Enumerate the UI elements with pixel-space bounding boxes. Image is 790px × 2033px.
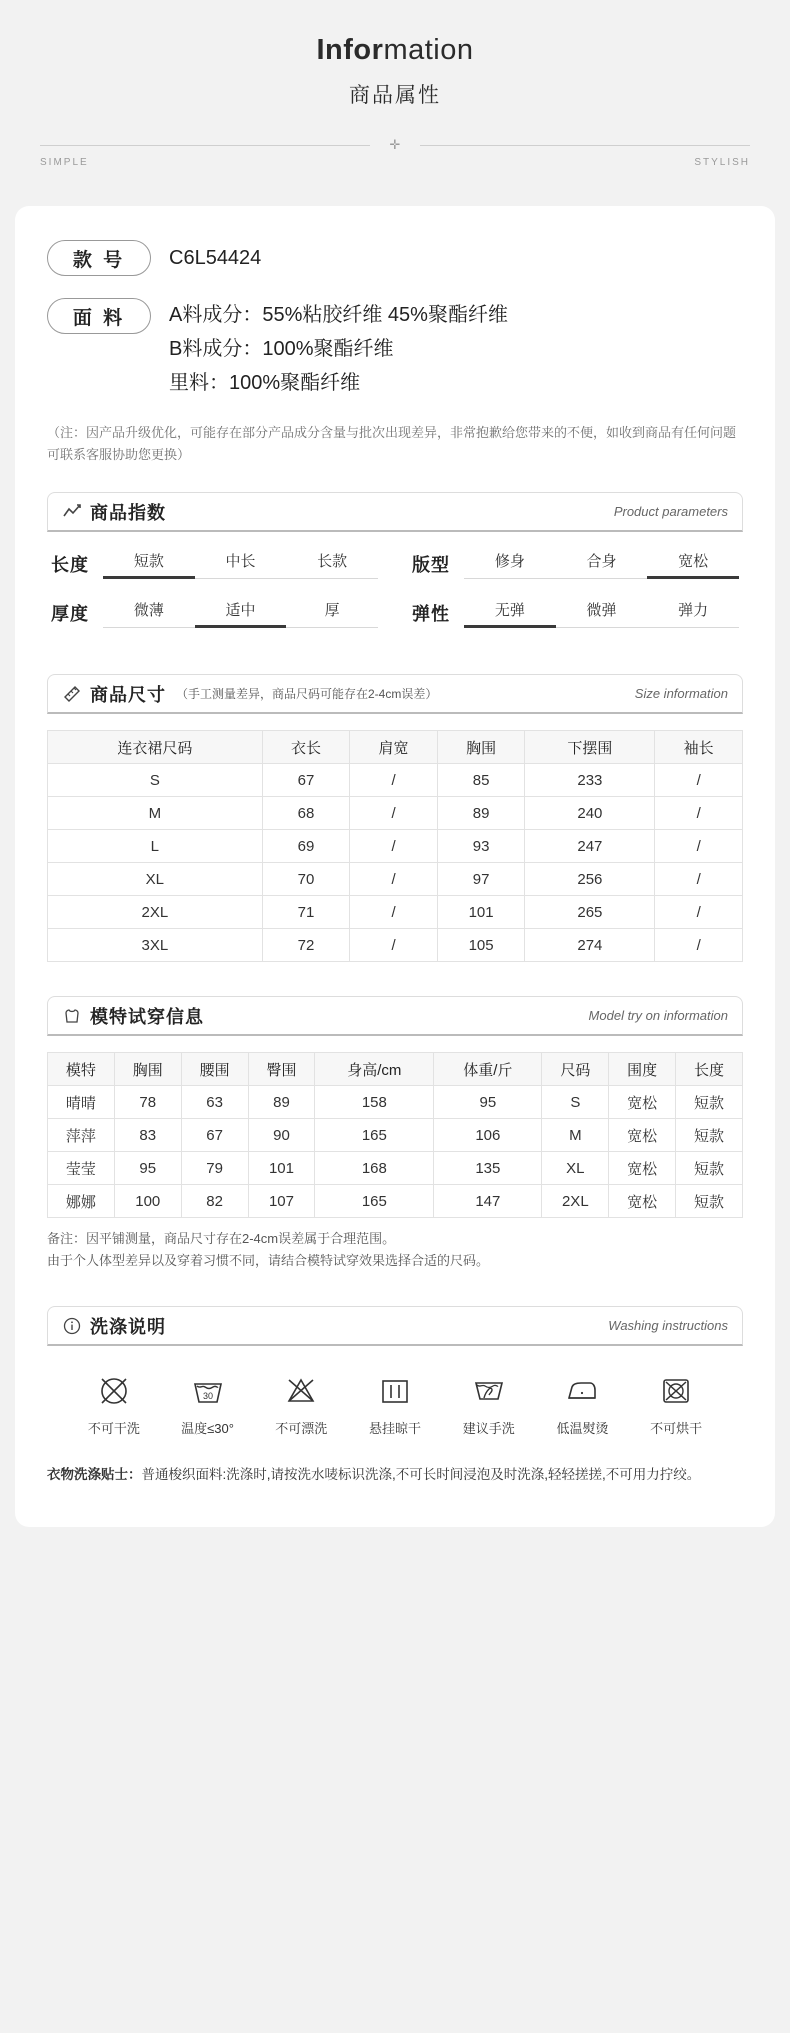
size-cell: / (655, 896, 743, 929)
model-cell: 晴晴 (48, 1086, 115, 1119)
size-cell: 2XL (48, 896, 263, 929)
wash-label: 不可漂洗 (275, 1421, 328, 1436)
model-cell: M (542, 1119, 609, 1152)
fabric-lines (169, 298, 508, 400)
fabric-label: 面 料 (47, 298, 151, 334)
wash-section-title: 洗涤说明 (90, 1316, 166, 1337)
table-row (48, 1119, 743, 1152)
no-dryclean-icon (67, 1372, 161, 1410)
model-th: 臀围 (248, 1053, 315, 1086)
chart-line-icon (62, 502, 82, 522)
tag-simple: SIMPLE (40, 157, 89, 168)
size-cell: 85 (437, 764, 525, 797)
model-cell: 79 (181, 1152, 248, 1185)
info-circle-icon (62, 1316, 82, 1336)
index-option[interactable]: 无弹 (464, 599, 556, 628)
index-option[interactable]: 微薄 (103, 599, 195, 628)
model-cell: 101 (248, 1152, 315, 1185)
size-cell: L (48, 830, 263, 863)
model-cell: 82 (181, 1185, 248, 1218)
hand-wash-icon (442, 1372, 536, 1410)
size-section-english: Size information (634, 686, 728, 701)
wash-item (348, 1372, 442, 1437)
model-cell: 165 (315, 1119, 434, 1152)
page-header (0, 0, 790, 168)
model-cell: 89 (248, 1086, 315, 1119)
no-tumble-dry-icon (629, 1372, 723, 1410)
hang-dry-icon (348, 1372, 442, 1410)
fabric-note: （注：因产品升级优化，可能存在部分产品成分含量与批次出现差异，非常抱歉给您带来的不便，如收到商品有任何问题可联系客服协助您更换） (47, 425, 737, 462)
size-section-title: 商品尺寸 (90, 684, 166, 705)
attributes-card (15, 206, 775, 1527)
model-cell: 95 (114, 1152, 181, 1185)
diamond-icon: ✛ (389, 137, 401, 152)
size-th: 连衣裙尺码 (48, 731, 263, 764)
index-option[interactable]: 合身 (556, 550, 648, 579)
style-no-value: C6L54424 (169, 247, 262, 269)
model-cell: 萍萍 (48, 1119, 115, 1152)
page-title-bold: Infor (316, 34, 384, 66)
size-cell: 3XL (48, 929, 263, 962)
wash-label: 悬挂晾干 (369, 1421, 422, 1436)
wash-section-header (47, 1306, 743, 1346)
fabric-line-a: A料成分：55%粘胶纤维 45%聚酯纤维 (169, 304, 508, 326)
size-cell: 69 (262, 830, 350, 863)
model-note-line-1: 备注：因平铺测量，商品尺寸存在2-4cm误差属于合理范围。 (47, 1231, 396, 1246)
model-cell: 83 (114, 1119, 181, 1152)
size-cell: XL (48, 863, 263, 896)
model-th: 胸围 (114, 1053, 181, 1086)
model-table (47, 1052, 743, 1218)
index-options-thickness (103, 599, 378, 628)
table-row (48, 1086, 743, 1119)
index-section-header (47, 492, 743, 532)
index-grid (47, 550, 743, 648)
index-option[interactable]: 适中 (195, 599, 287, 628)
model-cell: 100 (114, 1185, 181, 1218)
wash-label: 建议手洗 (462, 1421, 515, 1436)
model-th: 模特 (48, 1053, 115, 1086)
size-cell: 247 (525, 830, 655, 863)
size-cell: / (655, 863, 743, 896)
model-cell: 2XL (542, 1185, 609, 1218)
model-cell: 106 (434, 1119, 542, 1152)
size-th: 胸围 (437, 731, 525, 764)
wash-temp-icon (161, 1372, 255, 1410)
table-row (48, 830, 743, 863)
wash-item (442, 1372, 536, 1437)
size-cell: / (655, 764, 743, 797)
divider-line-left (40, 145, 370, 146)
size-cell: 101 (437, 896, 525, 929)
size-cell: / (655, 929, 743, 962)
model-cell: 宽松 (609, 1152, 676, 1185)
wash-tip-text: 普通梭织面料:洗涤时,请按洗水唛标识洗涤,不可长时间浸泡及时洗涤,轻轻搓搓,不可用力拧绞。 (141, 1467, 701, 1482)
wash-tip-title: 衣物洗涤贴士： (47, 1467, 142, 1482)
wash-item (254, 1372, 348, 1437)
table-header-row (48, 1053, 743, 1086)
size-cell: / (350, 764, 438, 797)
no-bleach-icon (254, 1372, 348, 1410)
size-cell: 72 (262, 929, 350, 962)
table-row (48, 863, 743, 896)
page-title (0, 34, 790, 67)
model-cell: 147 (434, 1185, 542, 1218)
model-cell: 短款 (676, 1119, 743, 1152)
model-cell: 短款 (676, 1185, 743, 1218)
index-row-fit (412, 550, 739, 579)
page-subtitle: 商品属性 (349, 84, 441, 107)
size-cell: 240 (525, 797, 655, 830)
model-cell: 90 (248, 1119, 315, 1152)
index-label-thickness: 厚度 (51, 604, 89, 624)
model-cell: 娜娜 (48, 1185, 115, 1218)
model-cell: 莹莹 (48, 1152, 115, 1185)
size-cell: 70 (262, 863, 350, 896)
wash-section-english: Washing instructions (608, 1318, 728, 1333)
size-cell: 274 (525, 929, 655, 962)
size-section-header (47, 674, 743, 714)
index-option[interactable]: 弹力 (647, 599, 739, 628)
wash-item (161, 1372, 255, 1437)
model-cell: 135 (434, 1152, 542, 1185)
size-cell: 93 (437, 830, 525, 863)
model-th: 身高/cm (315, 1053, 434, 1086)
index-option[interactable]: 宽松 (647, 550, 739, 579)
size-th: 袖长 (655, 731, 743, 764)
low-iron-icon (536, 1372, 630, 1410)
model-table-note (47, 1228, 743, 1272)
index-section-english: Product parameters (613, 504, 728, 519)
index-label-fit: 版型 (412, 555, 450, 575)
model-th: 围度 (609, 1053, 676, 1086)
size-cell: S (48, 764, 263, 797)
model-note-line-2: 由于个人体型差异以及穿着习惯不同，请结合模特试穿效果选择合适的尺码。 (47, 1253, 490, 1268)
size-cell: M (48, 797, 263, 830)
size-cell: / (350, 863, 438, 896)
index-option[interactable]: 短款 (103, 550, 195, 579)
size-table (47, 730, 743, 962)
index-label-length: 长度 (51, 555, 89, 575)
size-th: 肩宽 (350, 731, 438, 764)
size-cell: 89 (437, 797, 525, 830)
table-header-row (48, 731, 743, 764)
wash-tip (47, 1463, 743, 1487)
ruler-icon (62, 684, 82, 704)
size-cell: 67 (262, 764, 350, 797)
model-cell: 165 (315, 1185, 434, 1218)
size-cell: 256 (525, 863, 655, 896)
fabric-line-lining: 里料：100%聚酯纤维 (169, 372, 361, 394)
model-cell: S (542, 1086, 609, 1119)
page-title-light: mation (383, 34, 474, 66)
size-cell: 71 (262, 896, 350, 929)
size-cell: 265 (525, 896, 655, 929)
size-cell: / (655, 830, 743, 863)
size-section-sub: （手工测量差异，商品尺码可能存在2-4cm误差） (176, 687, 438, 701)
table-row (48, 764, 743, 797)
model-cell: 短款 (676, 1152, 743, 1185)
size-th: 下摆围 (525, 731, 655, 764)
model-cell: 短款 (676, 1086, 743, 1119)
size-cell: / (350, 830, 438, 863)
fabric-row (47, 298, 743, 400)
style-no-row (47, 240, 743, 276)
tag-stylish: STYLISH (694, 157, 750, 168)
model-section-header (47, 996, 743, 1036)
model-cell: 158 (315, 1086, 434, 1119)
wash-item (629, 1372, 723, 1437)
index-options-elasticity (464, 599, 739, 628)
model-th: 尺码 (542, 1053, 609, 1086)
model-section-title: 模特试穿信息 (90, 1006, 204, 1027)
wash-icon-list (47, 1372, 743, 1437)
index-options-length (103, 550, 378, 579)
size-cell: 105 (437, 929, 525, 962)
header-tags (40, 157, 750, 168)
model-cell: 宽松 (609, 1086, 676, 1119)
index-row-thickness (51, 599, 378, 628)
size-cell: / (350, 797, 438, 830)
header-divider (40, 135, 750, 155)
size-cell: / (350, 896, 438, 929)
index-option[interactable]: 厚 (286, 599, 378, 628)
table-row (48, 1152, 743, 1185)
wash-label: 温度≤30° (181, 1421, 234, 1436)
fabric-line-b: B料成分：100%聚酯纤维 (169, 338, 394, 360)
size-cell: / (350, 929, 438, 962)
size-cell: 233 (525, 764, 655, 797)
model-th: 体重/斤 (434, 1053, 542, 1086)
model-th: 腰围 (181, 1053, 248, 1086)
model-cell: 107 (248, 1185, 315, 1218)
wash-item (67, 1372, 161, 1437)
table-row (48, 896, 743, 929)
size-cell: / (655, 797, 743, 830)
shirt-icon (62, 1006, 82, 1026)
index-section-title: 商品指数 (90, 502, 166, 523)
style-no-label: 款 号 (47, 240, 151, 276)
size-th: 衣长 (262, 731, 350, 764)
index-row-elasticity (412, 599, 739, 628)
wash-label: 不可烘干 (650, 1421, 703, 1436)
index-option[interactable]: 微弹 (556, 599, 648, 628)
model-cell: 宽松 (609, 1119, 676, 1152)
table-row (48, 797, 743, 830)
table-row (48, 1185, 743, 1218)
size-cell: 97 (437, 863, 525, 896)
divider-line-right (420, 145, 750, 146)
index-options-fit (464, 550, 739, 579)
index-column-right (412, 550, 739, 648)
size-cell: 68 (262, 797, 350, 830)
model-cell: 95 (434, 1086, 542, 1119)
model-cell: 168 (315, 1152, 434, 1185)
model-th: 长度 (676, 1053, 743, 1086)
model-section-english: Model try on information (588, 1008, 728, 1023)
wash-label: 低温熨烫 (556, 1421, 609, 1436)
index-label-elasticity: 弹性 (412, 604, 450, 624)
model-cell: 63 (181, 1086, 248, 1119)
index-option[interactable]: 修身 (464, 550, 556, 579)
index-option[interactable]: 中长 (195, 550, 287, 579)
wash-label: 不可干洗 (87, 1421, 140, 1436)
index-option[interactable]: 长款 (286, 550, 378, 579)
model-cell: 67 (181, 1119, 248, 1152)
wash-item (536, 1372, 630, 1437)
svg-text:30: 30 (202, 1391, 213, 1401)
index-column-left (51, 550, 378, 648)
model-cell: 宽松 (609, 1185, 676, 1218)
model-cell: XL (542, 1152, 609, 1185)
index-row-length (51, 550, 378, 579)
table-row (48, 929, 743, 962)
model-cell: 78 (114, 1086, 181, 1119)
